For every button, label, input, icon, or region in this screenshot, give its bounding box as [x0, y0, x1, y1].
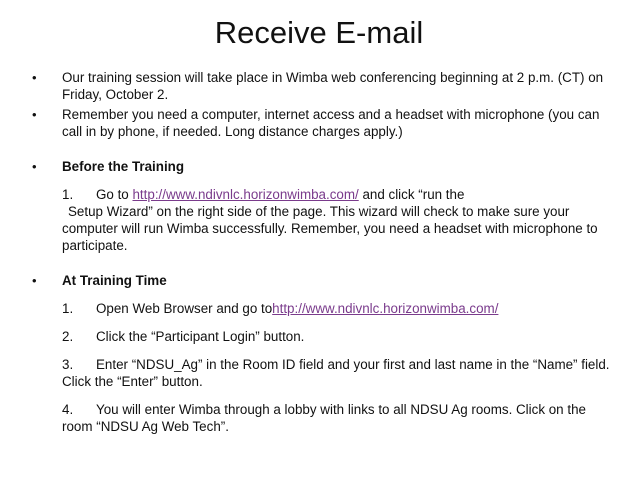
step-text: and click “run the [358, 187, 465, 202]
slide-title: Receive E-mail [214, 15, 424, 50]
section-heading-at-time: At Training Time [62, 273, 167, 288]
bullet-dot: • [32, 273, 37, 288]
step-at-2 [28, 328, 618, 345]
bullet-dot: • [32, 70, 37, 85]
bullet-requirements [28, 106, 618, 140]
section-heading-before: Before the Training [62, 159, 185, 174]
step-at-4 [28, 401, 618, 435]
wimba-url-link[interactable]: http://www.ndivnlc.horizonwimba.com/ [132, 187, 359, 202]
bullet-session-info [28, 69, 618, 103]
step-text: Enter “NDSU_Ag” in the Room ID field and your first and last name in the “Name” field. Click the “Enter” button. [62, 357, 610, 389]
bullet-text: Our training session will take place in Wimba web conferencing beginning at 2 p.m. (CT) on Friday, October 2. [62, 70, 604, 102]
bullet-before-training [28, 158, 618, 175]
step-at-3 [28, 356, 618, 390]
step-text: You will enter Wimba through a lobby with links to all NDSU Ag rooms. Click on the room “NDSU Ag Web Tech”. [62, 402, 586, 434]
step-number: 1. [62, 187, 74, 202]
step-before-1 [28, 186, 618, 254]
step-at-1 [28, 300, 618, 317]
step-text: Click the “Participant Login” button. [96, 329, 305, 344]
step-text: Go to [96, 187, 133, 202]
step-number: 1. [62, 301, 74, 316]
bullet-text: Remember you need a computer, internet access and a headset with microphone (you can call in by phone, if needed. Long distance charges apply.) [62, 107, 600, 139]
step-text-continued: Setup Wizard” on the right side of the page. This wizard will check to make sure your computer will run Wimba successfully. Remember, you need a headset with microphone to participate. [62, 204, 598, 253]
wimba-url-link[interactable]: http://www.ndivnlc.horizonwimba.com/ [272, 301, 499, 316]
slide-content [28, 69, 618, 435]
step-number: 2. [62, 329, 74, 344]
bullet-dot: • [32, 159, 37, 174]
step-text: Open Web Browser and go to [96, 301, 273, 316]
bullet-at-training-time [28, 272, 618, 289]
step-number: 4. [62, 402, 74, 417]
bullet-dot: • [32, 107, 37, 122]
step-number: 3. [62, 357, 74, 372]
